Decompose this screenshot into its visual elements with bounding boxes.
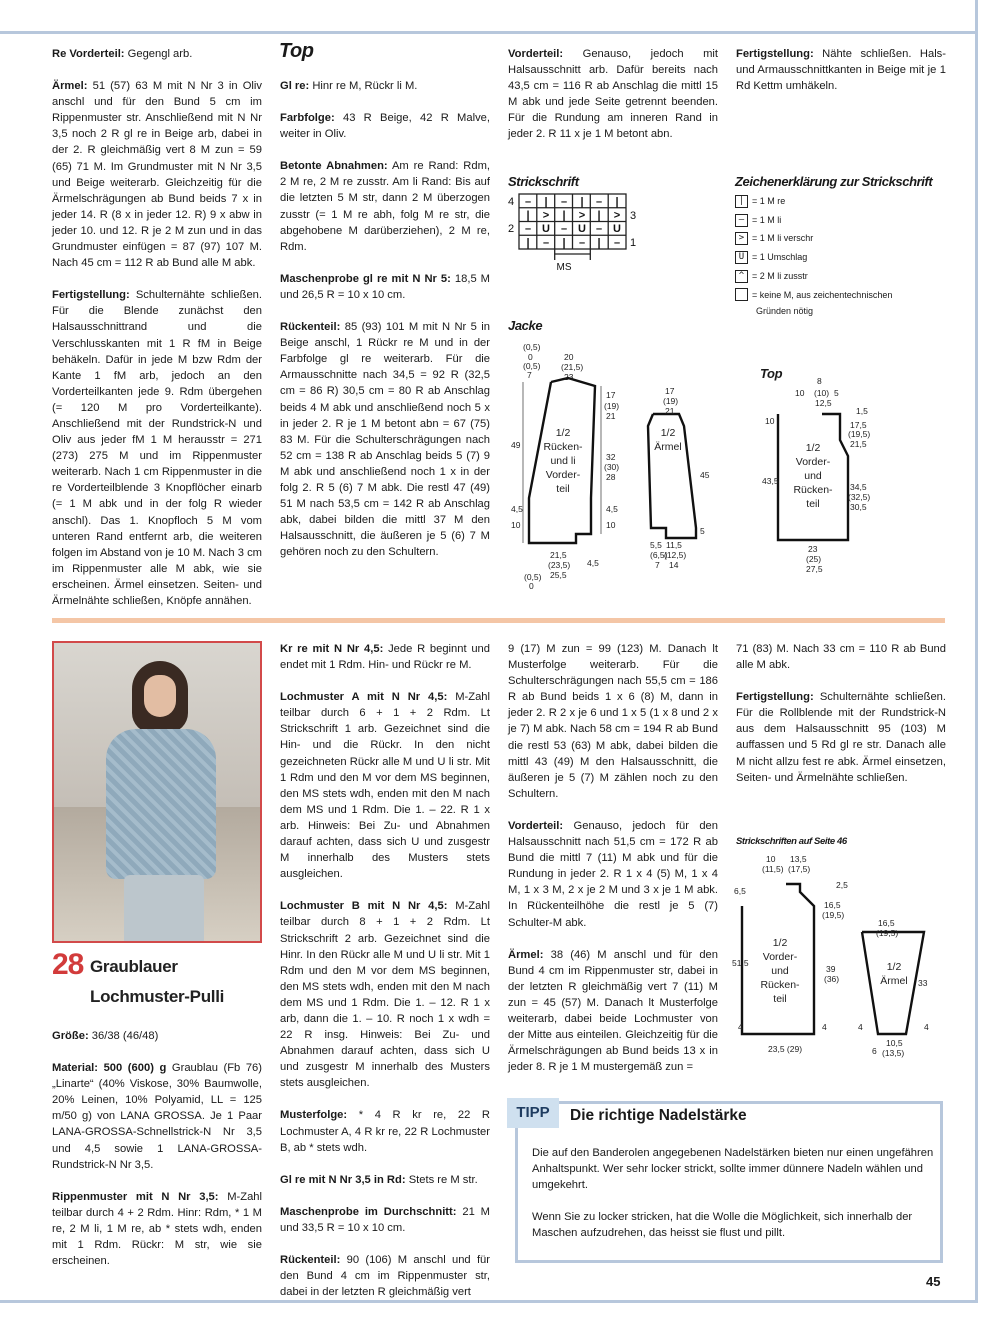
- paragraph: [52, 78, 262, 271]
- svg-text:2,5: 2,5: [836, 880, 848, 890]
- paragraph-label: Material: 500 (600) g: [52, 1062, 167, 1075]
- svg-text:16,5: 16,5: [824, 900, 841, 910]
- jacke-piece-label: teil: [556, 483, 570, 495]
- paragraph-label: Vorderteil:: [508, 48, 564, 60]
- svg-text:20: 20: [564, 352, 574, 362]
- paragraph-text: Gegengl arb.: [127, 48, 193, 60]
- paragraph-text: Schulternähte schließen. Für die Blende zunächst den Halsausschnittrand und die Verschlusskanten mit 1 R fM in Beige behäkeln. Dafür in jede M bzw Rdm der Kante 1 fM arb, jedoch an den Vorderteilkanten jede 9. Rdm übergehen (= 120 M pro Vorderteilkante). Anschließend mit der Rundstrick-N und Oliv aus jeder fM 1 M herausstr = 271 (273) 275 M und im Rippenmuster weiterarb. Nach 1 cm Rippenmuster in die re Vorderteilblende 3 Knopflöcher einarb (= 1 M abk und in der folg R wieder anschl). Das 1. Knopfloch 5 M vom unteren Rand entfernt arb, die weiteren folgen im Abstand von je 10 M. Nach 3 cm im Rippenmuster alle M abk, wie sie erscheinen. Ärmel einsetzen. Seiten- und Ärmelnähte schließen, Knöpfe annähen.: [52, 289, 263, 607]
- strickschrift-chart: [505, 190, 655, 280]
- svg-text:–: –: [595, 223, 603, 235]
- jacke-piece-label: und li: [550, 455, 576, 467]
- svg-text:5: 5: [700, 526, 705, 536]
- paragraph: [52, 287, 262, 609]
- yarn-over-symbol-icon: U: [735, 251, 748, 264]
- top-piece-label: Rücken-: [793, 484, 833, 496]
- svg-text:–: –: [578, 237, 586, 249]
- paragraph-label: Vorderteil:: [508, 819, 564, 832]
- svg-text:43,5: 43,5: [762, 476, 779, 486]
- svg-text:(23,5): (23,5): [548, 560, 571, 570]
- svg-text:4: 4: [924, 1022, 929, 1032]
- paragraph-label: Größe:: [52, 1030, 89, 1042]
- svg-text:4,5: 4,5: [606, 504, 618, 514]
- svg-text:(19): (19): [663, 396, 679, 406]
- svg-text:13,5: 13,5: [790, 854, 807, 864]
- pulli-piece-label: Rücken-: [760, 979, 800, 991]
- paragraph-label: Fertigstellung:: [52, 289, 130, 302]
- paragraph: [736, 689, 946, 786]
- section-heading-top: Top: [279, 40, 314, 62]
- svg-text:34,5: 34,5: [850, 482, 867, 492]
- chart-row-1: 1: [630, 237, 637, 249]
- svg-text:(10): (10): [814, 388, 830, 398]
- paragraph: [52, 1028, 262, 1044]
- svg-text:11,5: 11,5: [666, 540, 682, 550]
- svg-text:0: 0: [529, 581, 534, 591]
- top-piece-label: teil: [806, 498, 820, 510]
- paragraph: [280, 689, 490, 882]
- paragraph-label: Lochmuster A mit N Nr 4,5:: [280, 691, 448, 704]
- svg-text:21: 21: [665, 406, 675, 416]
- column-4-bottom: [736, 641, 946, 802]
- svg-text:6,5: 6,5: [734, 886, 746, 896]
- svg-text:|: |: [562, 237, 566, 249]
- svg-text:30,5: 30,5: [850, 502, 867, 512]
- svg-text:(30): (30): [604, 462, 620, 472]
- pulli-piece-label: Vorder-: [762, 951, 798, 963]
- paragraph-text: Genauso, jedoch mit Halsausschnitt arb. Dafür bereits nach 43,5 cm = 116 R ab Anschlag die mittl 15 M abk und jede Seite getrennt beenden. Für die Rundung am inneren Rand in jeder 2. R 11 x je 1 M betont abn.: [508, 48, 718, 141]
- pulli-schematic: [732, 852, 942, 1062]
- paragraph: [508, 818, 718, 931]
- paragraph-text: 18,5 M und 26,5 R = 10 x 10 cm.: [280, 272, 491, 301]
- jacke-sleeve-label: 1/2: [660, 427, 676, 439]
- svg-text:10: 10: [795, 388, 805, 398]
- paragraph-text: 38 (46) M anschl und für den Bund 4 cm im Rippenmuster str, dabei in der letzten R gleichmäßig vert 7 (11) M zun = 45 (57) M. Danach lt Musterfolge weiterarb, dabei beide Lochmuster von der Mitte aus einteilen. Gleichzeitig für die Ärmelschrägungen ab Bund beids 13 x in jeder 8. R je 1 M mustergemäß zun =: [508, 948, 718, 1074]
- legend: [735, 192, 892, 318]
- svg-text:17: 17: [665, 386, 675, 396]
- paragraph: [736, 641, 946, 673]
- top-piece-label: und: [804, 470, 822, 482]
- top-piece-label: 1/2: [805, 442, 821, 454]
- paragraph-text: 71 (83) M. Nach 33 cm = 110 R ab Bund alle M abk.: [736, 643, 946, 672]
- svg-text:|: |: [544, 196, 548, 208]
- paragraph: [280, 641, 490, 673]
- paragraph: [280, 110, 490, 142]
- svg-text:(19,5): (19,5): [822, 910, 845, 920]
- paragraph-text: 90 (106) M anschl und für den Bund 4 cm im Rippenmuster str, dabei in der letzten R gleichmäßig vert: [280, 1254, 491, 1299]
- top-schematic: [758, 376, 883, 576]
- svg-text:10: 10: [765, 416, 775, 426]
- strickschrift-title: Strickschrift: [508, 174, 579, 189]
- svg-text:|: |: [597, 237, 601, 249]
- paragraph-text: Hinr re M, Rückr li M.: [312, 80, 418, 92]
- paragraph-label: Musterfolge:: [280, 1109, 348, 1122]
- paragraph-text: Graublau (Fb 76) „Linarte“ (40% Viskose, 30% Baumwolle, 20% Leinen, 10% Polyamid, LL = 125 m/50 g) von LANA GROSSA. Je 1 Paar LANA-GROSSA-Schnellstrick-N Nr 3,5 und 4,5 sowie 1 LANA-GROSSA-Rundstrick-N Nr 3,5.: [52, 1062, 263, 1171]
- svg-text:(12,5): (12,5): [664, 550, 687, 560]
- svg-text:(19): (19): [604, 401, 620, 411]
- svg-text:(36): (36): [824, 974, 840, 984]
- column-3-bottom: [508, 641, 718, 1091]
- svg-text:16,5: 16,5: [878, 918, 895, 928]
- paragraph: [280, 158, 490, 255]
- svg-text:27,5: 27,5: [806, 564, 823, 574]
- svg-text:–: –: [613, 237, 621, 249]
- paragraph: [508, 641, 718, 802]
- svg-text:–: –: [560, 196, 568, 208]
- paragraph-text: 9 (17) M zun = 99 (123) M. Danach lt Musterfolge weiterarb. Für die Schulterschrägungen nach 55,5 cm = 186 R ab Bund beids 1 x 6 (8) M, dann in jeder 2. R 2 x je 6 und 1 x 5 (1 x 8 und 2 x je 7) M abk. Nach 58 cm = 194 R ab Bund die restl 53 (63) M abk, dabei bilden die mittl 43 (49) M den Halsausschnitt, die äußeren je 5 (7) M zählen noch zu den Schultern.: [508, 643, 718, 800]
- svg-text:14: 14: [669, 560, 679, 570]
- svg-text:25,5: 25,5: [550, 570, 567, 580]
- svg-text:21,5: 21,5: [850, 439, 867, 449]
- svg-text:51,5: 51,5: [732, 958, 749, 968]
- svg-text:U: U: [542, 223, 550, 235]
- svg-text:49: 49: [511, 440, 521, 450]
- svg-text:–: –: [524, 223, 532, 235]
- paragraph: [736, 46, 946, 94]
- paragraph-label: Gl re:: [280, 80, 310, 92]
- svg-text:6: 6: [872, 1046, 877, 1056]
- purl-two-together-symbol-icon: ^: [735, 270, 748, 283]
- paragraph: [280, 1252, 490, 1300]
- svg-text:4: 4: [822, 1022, 827, 1032]
- chart-row-3: 3: [630, 210, 637, 222]
- paragraph-label: Fertigstellung:: [736, 48, 814, 60]
- svg-text:17,5: 17,5: [850, 420, 867, 430]
- chart-row-4: 4: [508, 196, 515, 208]
- paragraph-text: Schulternähte schließen. Für die Rollblende mit der Rundstrick-N aus dem Halsausschnitt 95 (103) M auffassen und 5 Rd gl re str. Danach alle M nicht allzu fest re abk. Ärmel einsetzen, Seiten- und Ärmelnähte schließen.: [736, 691, 947, 784]
- legend-title: Zeichenerklärung zur Strickschrift: [735, 174, 933, 189]
- paragraph-text: M-Zahl teilbar durch 4 + 2 Rdm. Hinr: Rdm, * 1 M re, 2 M li, 1 M re, ab * stets wdh, enden mit 1 Rdm. Rückr: M str, wie sie erscheinen.: [52, 1190, 262, 1268]
- paragraph: [508, 947, 718, 1076]
- svg-text:4,5: 4,5: [587, 558, 599, 568]
- column-4-top: [736, 46, 946, 110]
- jacke-schematic: [505, 338, 720, 593]
- pulli-sleeve-label: Ärmel: [880, 975, 908, 987]
- svg-text:8: 8: [817, 376, 822, 386]
- paragraph-label: Rückenteil:: [280, 321, 341, 334]
- svg-text:4: 4: [858, 1022, 863, 1032]
- paragraph-label: Betonte Abnahmen:: [280, 160, 388, 173]
- paragraph: [52, 46, 262, 62]
- paragraph: [52, 1060, 262, 1173]
- chart-ms-label: MS: [556, 262, 572, 273]
- no-stitch-symbol-icon: [735, 288, 748, 301]
- paragraph-text: M-Zahl teilbar durch 8 + 1 + 2 Rdm. Lt Strickschrift 2 arb. Gezeichnet sind die Hinr. In den Rückr alle M und U li str. Mit 1 Rdm und den M vor dem MS beginnen, den MS stets wdh, enden mit den M nach dem MS und 1 Rdm. Die 1. – 12. R 1 x arb, dann die 1. – 10. R noch 1 x wdh = 22 R insg. Hinweis: Bei Zu- und Abnahmen darauf achten, dass sich U und zusgestr M innerhalb des Musters stets ausgleichen.: [280, 900, 490, 1090]
- legend-item: U = 1 Umschlag: [735, 248, 892, 267]
- section-divider: [52, 618, 945, 623]
- svg-text:–: –: [542, 237, 550, 249]
- svg-text:|: |: [597, 209, 601, 222]
- svg-text:39: 39: [826, 964, 836, 974]
- svg-text:12,5: 12,5: [815, 398, 832, 408]
- svg-text:(19,5): (19,5): [848, 429, 871, 439]
- column-3-top: [508, 46, 718, 159]
- legend-item: > = 1 M li verschr: [735, 229, 892, 248]
- twisted-purl-symbol-icon: >: [735, 232, 748, 245]
- svg-text:(32,5): (32,5): [848, 492, 871, 502]
- svg-text:|: |: [615, 196, 619, 208]
- jacke-sleeve-label: Ärmel: [654, 441, 682, 453]
- paragraph-label: Re Vorderteil:: [52, 48, 125, 60]
- svg-text:4,5: 4,5: [511, 504, 523, 514]
- svg-text:28: 28: [606, 472, 616, 482]
- paragraph-text: Jede R beginnt und endet mit 1 Rdm. Hin- und Rückr re M.: [280, 643, 491, 672]
- pulli-piece-label: teil: [773, 993, 787, 1005]
- paragraph-text: Nähte schließen. Hals- und Armausschnittkanten in Beige mit je 1 Rd Kettm umhäkeln.: [736, 48, 946, 93]
- svg-text:17: 17: [606, 390, 616, 400]
- svg-text:4: 4: [738, 1022, 743, 1032]
- tipp-heading: Die richtige Nadelstärke: [570, 1107, 747, 1124]
- svg-text:|: |: [562, 209, 566, 222]
- svg-text:10: 10: [606, 520, 616, 530]
- svg-text:10: 10: [511, 520, 521, 530]
- svg-text:10,5: 10,5: [886, 1038, 903, 1048]
- jacke-piece-label: Rücken-: [543, 441, 583, 453]
- svg-text:U: U: [578, 223, 586, 235]
- chart-row-2: 2: [508, 223, 515, 235]
- strickschriften-note: Strickschriften auf Seite 46: [736, 836, 847, 847]
- page-number: 45: [926, 1274, 941, 1289]
- svg-text:1,5: 1,5: [856, 406, 868, 416]
- legend-item: – = 1 M li: [735, 211, 892, 230]
- tipp-body: Die auf den Banderolen angegebenen Nadelstärken bieten nur einen ungefähren Anhaltspunkt. Wer sehr locker strickt, sollte immer dünnere Nadeln wählen und umgekehrt. Wenn Sie zu locker stricken, hat die Wolle die Möglichkeit, sich innerhalb der Maschen aufzudrehen, das heisst sie flust und pillt.: [532, 1147, 934, 1239]
- svg-text:|: |: [526, 237, 530, 249]
- svg-text:0: 0: [528, 352, 533, 362]
- paragraph-label: Maschenprobe im Durchschnitt:: [280, 1205, 457, 1218]
- svg-text:(0,5): (0,5): [523, 361, 541, 371]
- paragraph-text: 21 M und 33,5 R = 10 x 10 cm.: [280, 1205, 490, 1234]
- svg-text:32: 32: [606, 452, 616, 462]
- paragraph-label: Rückenteil:: [280, 1254, 341, 1266]
- paragraph-label: Ärmel:: [508, 948, 544, 961]
- svg-text:5,5: 5,5: [650, 540, 662, 550]
- paragraph-label: Rippenmuster mit N Nr 3,5:: [52, 1190, 219, 1203]
- paragraph-label: Gl re mit N Nr 3,5 in Rd:: [280, 1173, 406, 1186]
- jacke-piece-label: Vorder-: [545, 469, 581, 481]
- paragraph-text: Stets re M str.: [408, 1173, 478, 1186]
- paragraph: [52, 1189, 262, 1269]
- paragraph: [280, 1204, 490, 1236]
- svg-text:|: |: [580, 196, 584, 208]
- paragraph-label: Lochmuster B mit N Nr 4,5:: [280, 900, 448, 913]
- paragraph: [280, 1172, 490, 1188]
- knit-symbol-icon: |: [735, 195, 748, 208]
- svg-text:(13,5): (13,5): [882, 1048, 905, 1058]
- svg-text:(17,5): (17,5): [788, 864, 811, 874]
- sweater-photo: [52, 641, 262, 943]
- svg-text:21,5: 21,5: [550, 550, 567, 560]
- svg-text:(11,5): (11,5): [762, 864, 784, 874]
- svg-text:|: |: [526, 209, 530, 222]
- svg-text:–: –: [595, 196, 603, 208]
- paragraph-text: 43 R Beige, 42 R Malve, weiter in Oliv.: [280, 112, 490, 141]
- svg-text:>: >: [613, 209, 621, 222]
- svg-text:5: 5: [834, 388, 839, 398]
- svg-text:21: 21: [606, 411, 616, 421]
- svg-text:23: 23: [564, 372, 574, 382]
- svg-text:(25): (25): [806, 554, 822, 564]
- paragraph: [280, 1107, 490, 1155]
- paragraph-text: 36/38 (46/48): [91, 1030, 159, 1042]
- pulli-piece-label: und: [771, 965, 789, 977]
- purl-symbol-icon: –: [735, 214, 748, 227]
- paragraph: [280, 898, 490, 1091]
- svg-text:7: 7: [655, 560, 660, 570]
- paragraph-label: Kr re mit N Nr 4,5:: [280, 643, 384, 655]
- paragraph-label: Maschenprobe gl re mit N Nr 5:: [280, 272, 451, 285]
- svg-text:23,5 (29): 23,5 (29): [768, 1044, 803, 1054]
- column-1-bottom: [52, 1028, 262, 1285]
- paragraph-text: M-Zahl teilbar durch 6 + 1 + 2 Rdm. Lt Strickschrift 1 arb. Gezeichnet sind die Hin- und die Rückr. In den nicht gezeichneten Rückr alle M und U li str. Mit 1 Rdm und den M vor dem MS beginnen, den MS stets wdh, enden mit den M nach dem MS und 1 Rdm. Die 1. – 22. R 1 x arb. Hinweis: Bei Zu- und Abnahmen darauf achten, dass sich U und zusgestr M innerhalb des Musters stets ausgleichen.: [280, 691, 490, 881]
- svg-text:–: –: [560, 223, 568, 235]
- paragraph-text: 51 (57) 63 M mit N Nr 3 in Oliv anschl und für den Bund 5 cm im Rippenmuster str. Anschließend mit N Nr 3,5 noch 2 R gl re in Beige arb, dabei in der 2. R gleichmäßig vert 8 M zun = 59 (65) 71 M. Im Grundmuster mit N Nr 3,5 und Beige weiterarb. Gleichzeitig für die Ärmelschrägungen ab Bund beids 7 x in jeder 14. R (8 x in jeder 12. R) 9 x abw in jeder 10. und 12. R je 2 M zun und in das Grundmuster einfügen = 87 (97) 107 M. Nach 45 cm = 112 R ab Bund alle M abk.: [52, 80, 263, 270]
- pulli-sleeve-label: 1/2: [886, 961, 902, 973]
- legend-item: = keine M, aus zeichentechnischen: [735, 286, 892, 305]
- paragraph-label: Farbfolge:: [280, 112, 335, 125]
- paragraph-text: * 4 R kr re, 22 R Lochmuster A, 4 R kr re, 22 R Lochmuster B, ab * stets wdh.: [280, 1109, 491, 1154]
- pulli-piece-label: 1/2: [772, 937, 788, 949]
- svg-text:10: 10: [766, 854, 776, 864]
- svg-text:>: >: [578, 209, 586, 222]
- svg-text:33: 33: [918, 978, 928, 988]
- pattern-title: Graublauer Lochmuster-Pulli: [90, 957, 225, 1006]
- svg-text:(21,5): (21,5): [561, 362, 584, 372]
- top-schematic-title: Top: [760, 366, 783, 381]
- legend-note: Gründen nötig: [756, 306, 814, 317]
- svg-text:–: –: [524, 196, 532, 208]
- column-1-top: [52, 46, 262, 625]
- svg-text:U: U: [613, 223, 621, 235]
- svg-text:(0,5): (0,5): [523, 342, 541, 352]
- svg-text:(19,5): (19,5): [876, 928, 899, 938]
- column-2-top: [280, 78, 490, 576]
- svg-text:(6,5): (6,5): [650, 550, 668, 560]
- paragraph: [280, 78, 490, 94]
- svg-text:23: 23: [808, 544, 818, 554]
- svg-text:>: >: [542, 209, 550, 222]
- paragraph-label: Fertigstellung:: [736, 691, 814, 704]
- paragraph-text: Am re Rand: Rdm, 2 M re, 2 M re zusstr. Am li Rand: Bis auf die letzten 5 M str, dann 2 M überzogen zusstr (= 1 M re abh, folg M re str, die abgehobene M darüberziehen), 2 M re, Rdm.: [280, 160, 490, 253]
- paragraph: [280, 319, 490, 560]
- column-2-bottom: [280, 641, 490, 1316]
- jacke-title: Jacke: [508, 318, 543, 333]
- svg-text:(0,5): (0,5): [524, 572, 542, 582]
- legend-item: ^ = 2 M li zusstr: [735, 267, 892, 286]
- top-rule: [0, 31, 975, 34]
- svg-text:45: 45: [700, 470, 710, 480]
- paragraph-label: Ärmel:: [52, 80, 88, 93]
- paragraph-text: Genauso, jedoch für den Halsausschnitt nach 51,5 cm = 172 R ab Bund die mittl 7 (11) M abk und für die Rundung in jeder 2. R 1 x 4 (5) M, 1 x 4 M, 1 x 3 M, 2 x je 2 M und 3 x je 1 M abk. In Rückenteilhöhe die restl je 5 (7) Schulter-M abk.: [508, 819, 718, 929]
- jacke-piece-label: 1/2: [555, 427, 571, 439]
- paragraph: [280, 271, 490, 303]
- legend-item: | = 1 M re: [735, 192, 892, 211]
- svg-text:7: 7: [527, 370, 532, 380]
- paragraph: [508, 46, 718, 143]
- paragraph-text: 85 (93) 101 M mit N Nr 5 in Beige anschl, 1 Rückr re M und in der Farbfolge gl re weiterarb. Für die Armausschnitte nach 34,5 = 92 R (32,5 cm = 86 R) 30,5 cm = 80 R ab Anschlag beids 4 M abk und anschließend noch 5 x in jeder 2. R je 1 M betont abn = 67 (75) 83 M. Für die Schulterschrägungen nach 52 cm = 138 R ab Anschlag beids 5 (7) 9 M abk und anschließend noch 1 x in der folg 2. R 5 (6) 7 M abk. Die restl 47 (49) 51 M nach 53,5 cm = 142 R ab Anschlag abk, dabei bilden die mittl 37 M den Halsausschnitt, die äußeren je 5 (6) 7 M gehören noch zu den Schultern.: [280, 321, 490, 559]
- top-piece-label: Vorder-: [795, 456, 831, 468]
- tipp-tag: TIPP: [507, 1098, 559, 1128]
- pattern-number: 28: [52, 948, 84, 981]
